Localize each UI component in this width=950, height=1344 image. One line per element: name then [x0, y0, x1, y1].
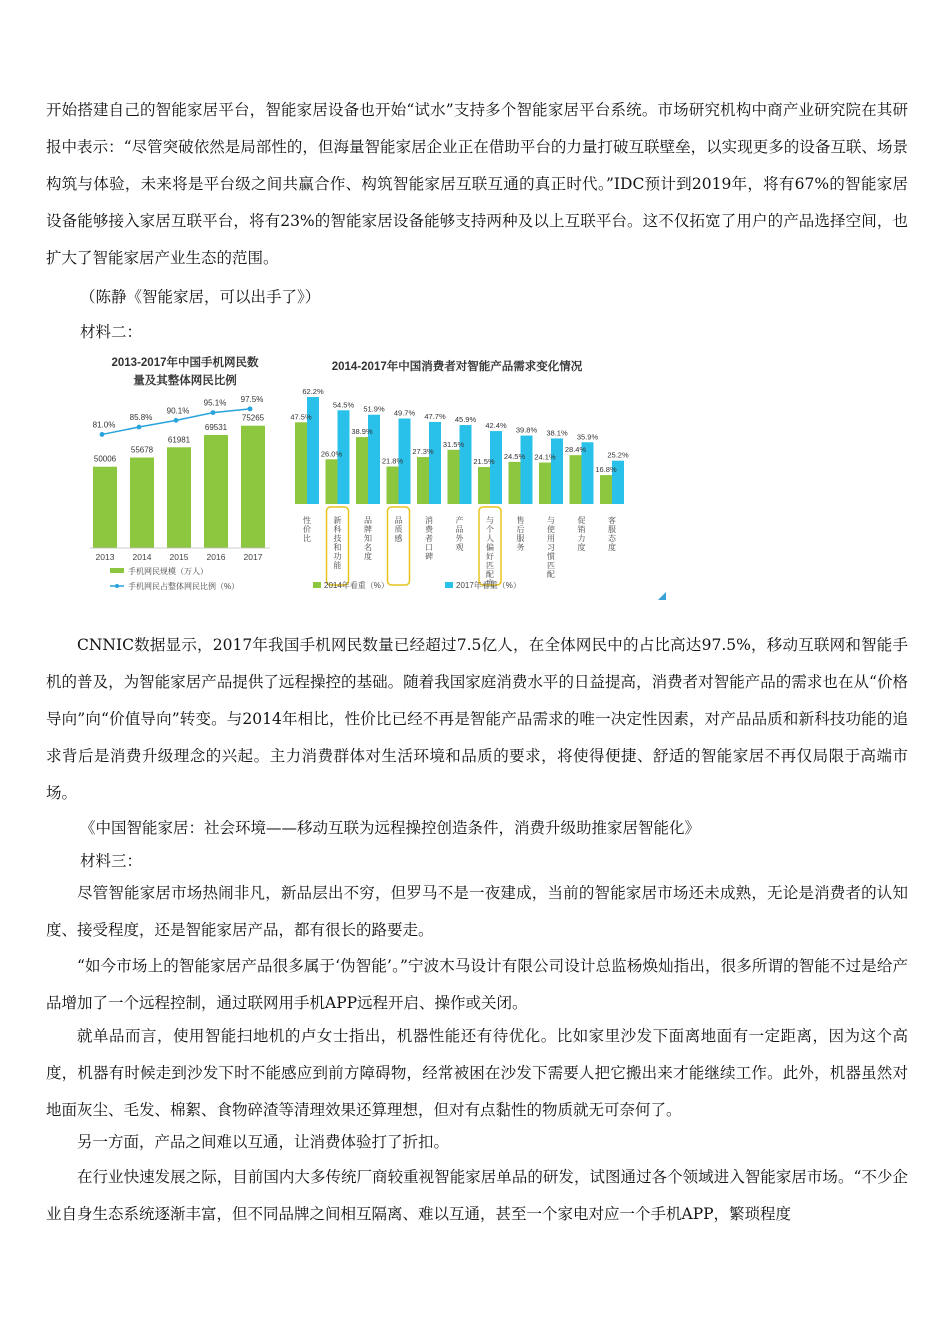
label-2014: 28.4% [564, 445, 587, 455]
category-tick-label: 性价比 [302, 516, 312, 543]
category-tick-label: 消费者口碑 [424, 516, 434, 561]
legend-swatch-2017 [445, 582, 453, 588]
legend-label-2017: 2017年看重（%） [456, 581, 521, 590]
chart-left-title-line1: 2013-2017年中国手机网民数 [111, 357, 259, 369]
bar-2014 [417, 457, 429, 504]
category-tick-label: 品质感 [394, 516, 403, 543]
year-tick-label: 2017 [243, 552, 263, 562]
intro-paragraph: 开始搭建自己的智能家居平台，智能家居设备也开始“试水”支持多个智能家居平台系统。市场研究机构中商产业研究院在其研报中表示：“尽管突破依然是局部性的，但海量智能家居企业正在借助平台的力量打破互联壁垒，以实现更多的设备互联、场景构筑与体验，未来将是平台级之间共赢合作、构筑智能家居互联互通的真正时代。”IDC预计到2019年，将有67%的智能家居设备能够接入家居互联平台，将有23%的智能家居设备能够支持两种及以上互联平台。这不仅拓宽了用户的产品选择空间，也扩大了智能家居产业生态的范围。 [46, 101, 908, 267]
interop-paragraph: 另一方面，产品之间难以互通，让消费体验打了折扣。 [77, 1133, 450, 1151]
share-point-label: 90.1% [166, 406, 190, 416]
share-point-label: 97.5% [240, 394, 264, 404]
label-2017: 45.9% [454, 415, 477, 425]
legend-swatch-bar [110, 568, 124, 573]
chart-left-title-line2: 量及其整体网民比例 [133, 375, 237, 387]
label-2014: 27.3% [412, 447, 434, 457]
category-tick-label: 售后服务 [516, 516, 525, 552]
label-2014: 21.5% [473, 457, 495, 467]
label-2017: 38.1% [546, 428, 568, 438]
year-tick-label: 2013 [95, 552, 115, 562]
share-point-label: 85.8% [129, 413, 153, 423]
cnnic-paragraph: CNNIC数据显示，2017年我国手机网民数量已经超过7.5亿人，在全体网民中的占比高达97.5%，移动互联网和智能手机的普及，为智能家居产品提供了远程操控的基础。随着我国家庭消费水平的日益提高，消费者对智能产品的需求也在从“价格导向”向“价值导向”转变。与2014年相比，性价比已经不再是智能产品需求的唯一决定性因素，对产品品质和新科技功能的追求背后是消费升级理念的兴起。主力消费群体对生活环境和品质的要求，将使得便捷、舒适的智能家居不再仅局限于高端市场。 [46, 636, 908, 802]
material-3-label: 材料三： [80, 852, 143, 870]
netizen-bar-label: 55678 [130, 445, 154, 455]
label-2017: 42.4% [485, 421, 507, 431]
category-tick-label: 促销力度 [577, 516, 586, 552]
robot-vacuum-paragraph: 就单品而言，使用智能扫地机的卢女士指出，机器性能还有待优化。比如家里沙发下面离地面有一定距离，因为这个高度，机器有时候走到沙发下时不能感应到前方障碍物，经常被困在沙发下需要人把它搬出来才能继续工作。此外，机器虽然对地面灰尘、毛发、棉絮、食物碎渣等清理效果还算理想，但对有点黏性的物质就无可奈何了。 [46, 1027, 908, 1119]
label-2014: 26.0% [320, 449, 343, 459]
material-2-label: 材料二： [80, 323, 143, 341]
bar-2017 [490, 431, 502, 504]
bar-2014 [448, 450, 460, 504]
share-point [137, 425, 142, 430]
category-tick-label: 产品外观 [455, 516, 464, 552]
year-tick-label: 2015 [169, 552, 189, 562]
label-2017: 39.8% [515, 425, 538, 435]
label-2014: 21.8% [381, 456, 404, 466]
share-point [100, 432, 105, 437]
netizen-bar [167, 447, 191, 548]
bar-2014 [570, 455, 582, 504]
label-2014: 31.5% [442, 439, 465, 449]
netizen-bar-label: 69531 [204, 423, 228, 433]
legend-label-line: 手机网民占整体网民比例（%） [128, 582, 240, 591]
resize-corner-icon [658, 592, 666, 600]
bar-2014 [387, 467, 399, 504]
source-citation-1: （陈静《智能家居，可以出手了》） [80, 288, 321, 306]
label-2017: 35.9% [576, 432, 599, 442]
netizen-bar [241, 426, 265, 548]
year-tick-label: 2014 [132, 552, 152, 562]
year-tick-label: 2016 [206, 552, 226, 562]
pseudo-smart-paragraph: “如今市场上的智能家居产品很多属于‘伪智能’。”宁波木马设计有限公司设计总监杨焕灿指出，很多所谓的智能不过是给产品增加了一个远程控制，通过联网用手机APP远程开启、操作或关闭。 [46, 957, 908, 1012]
label-2014: 16.8% [595, 465, 617, 475]
label-2014: 24.5% [503, 451, 526, 461]
bar-2014 [509, 462, 521, 504]
bar-2014 [295, 422, 307, 504]
label-2017: 49.7% [393, 408, 416, 418]
bar-2017 [460, 425, 472, 504]
share-point [248, 406, 253, 411]
netizen-bar [204, 435, 228, 548]
label-2014: 38.9% [351, 427, 373, 437]
netizen-bar-label: 75265 [241, 413, 265, 423]
category-tick-label: 与个人偏好匹配度 [485, 516, 495, 588]
category-tick-label: 与使用习惯匹配 [546, 516, 556, 579]
market-paragraph: 尽管智能家居市场热闹非凡，新品层出不穷，但罗马不是一夜建成，当前的智能家居市场还未成熟，无论是消费者的认知度、接受程度，还是智能家居产品，都有很长的路要走。 [46, 884, 908, 939]
bar-2017 [521, 436, 533, 504]
label-2017: 62.2% [302, 387, 324, 397]
label-2017: 51.9% [363, 404, 385, 414]
label-2017: 47.7% [424, 411, 446, 421]
share-point-label: 95.1% [203, 398, 227, 408]
legend-label-2014: 2014年看重（%） [324, 581, 389, 590]
legend-swatch-dot [115, 584, 119, 588]
source-citation-2: 《中国智能家居：社会环境——移动互联为远程操控创造条件，消费升级助推家居智能化》 [80, 819, 701, 837]
label-2017: 54.5% [332, 400, 355, 410]
label-2014: 24.1% [534, 452, 556, 462]
label-2014: 47.5% [290, 412, 312, 422]
bar-2017 [429, 422, 441, 504]
legend-swatch-2014 [313, 582, 321, 588]
mobile-netizens-chart [90, 350, 280, 600]
category-tick-label: 品牌知名度 [363, 516, 373, 561]
bar-2014 [326, 459, 338, 504]
label-2017: 25.2% [607, 450, 629, 460]
share-point [174, 418, 179, 423]
consumer-demand-chart [290, 350, 670, 600]
charts-figure [90, 350, 670, 600]
netizen-bar-label: 61981 [167, 435, 191, 445]
netizen-bar [130, 458, 154, 548]
share-point [211, 410, 216, 415]
bar-2017 [551, 438, 563, 504]
legend-label-bar: 手机网民规模（万人） [128, 567, 208, 576]
bar-2014 [539, 463, 551, 504]
share-point-label: 81.0% [92, 420, 116, 430]
category-tick-label: 新科技和功能 [333, 516, 342, 570]
netizen-bar [93, 467, 117, 548]
chart-right-title: 2014-2017年中国消费者对智能产品需求变化情况 [331, 361, 583, 373]
category-tick-label: 客服态度 [607, 516, 617, 552]
industry-paragraph: 在行业快速发展之际，目前国内大多传统厂商较重视智能家居单品的研发，试图通过各个领域进入智能家居市场。“不少企业自身生态系统逐渐丰富，但不同品牌之间相互隔离、难以互通，甚至一个家电对应一个手机APP，繁琐程度 [46, 1168, 908, 1223]
netizen-bar-label: 50006 [93, 454, 117, 464]
bar-2014 [600, 475, 612, 504]
bar-2014 [356, 437, 368, 504]
bar-2014 [478, 467, 490, 504]
